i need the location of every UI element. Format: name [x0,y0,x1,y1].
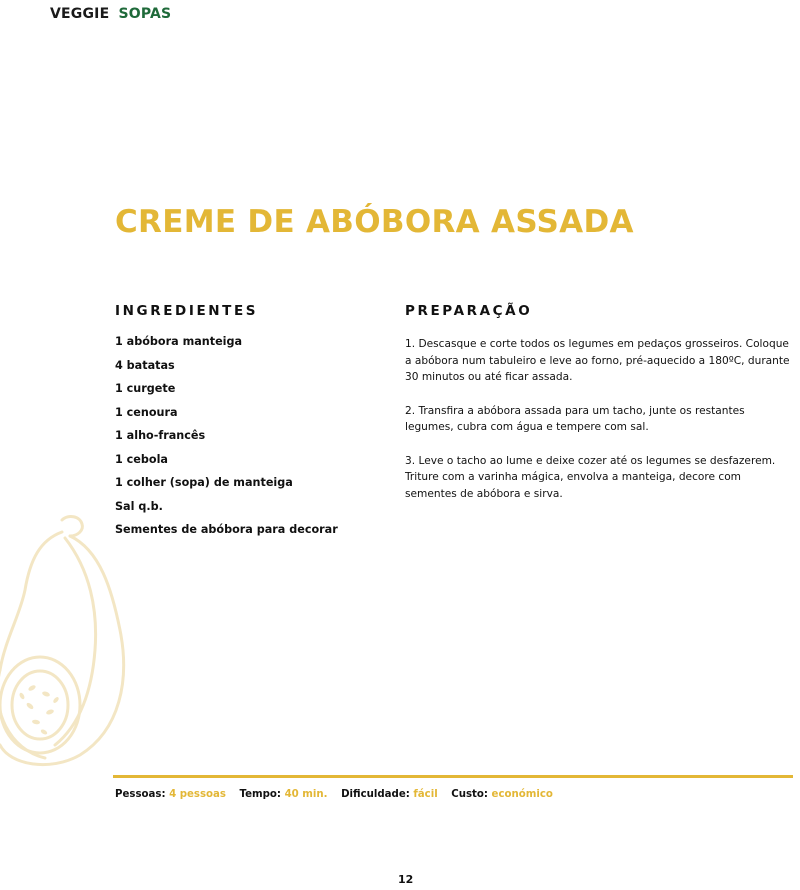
section-label: SOPAS [118,6,172,22]
ingredient-item: Sementes de abóbora para decorar [115,523,338,536]
meta-difficulty-value: fácil [413,789,438,800]
ingredient-item: 1 cebola [115,452,168,466]
ingredient-item: 1 alho-francês [115,429,206,442]
page-header [50,6,171,22]
footer-divider [113,775,793,778]
page-number: 12 [398,873,414,886]
meta-time-value: 40 min. [284,789,328,800]
ingredient-item: 1 curgete [115,382,176,395]
butternut-squash-icon [0,510,150,770]
recipe-title: CREME DE ABÓBORA ASSADA [115,204,634,240]
meta-people [115,789,230,800]
meta-time [240,789,332,800]
meta-cost-value: económico [491,789,553,800]
ingredient-item: 1 colher (sopa) de manteiga [115,476,293,489]
ingredients-heading: INGREDIENTES [115,303,259,319]
meta-difficulty-label: Dificuldade: [341,789,410,800]
meta-time-label: Tempo: [239,789,282,800]
preparation-step: 2. Transfira a abóbora assada para um tacho, junte os restantes legumes, cubra com água e tempere com sal. [405,404,745,434]
preparation-step: 1. Descasque e corte todos os legumes em pedaços grosseiros. Coloque a abóbora num tabuleiro e leve ao forno, pré-aquecido a 180ºC, durante 30 minutos ou até ficar assada. [405,338,790,384]
ingredient-item: 4 batatas [115,358,175,372]
preparation-heading: PREPARAÇÃO [405,303,533,319]
ingredient-item: 1 cenoura [115,405,178,419]
meta-cost [451,789,553,800]
meta-cost-label: Custo: [451,789,488,800]
ingredient-item: Sal q.b. [115,499,163,513]
ingredient-item: 1 abóbora manteiga [115,335,243,348]
preparation-step: 3. Leve o tacho ao lume e deixe cozer até os legumes se desfazerem. Triture com a varinha mágica, envolva a manteiga, decore com sementes de abóbora e sirva. [405,454,776,500]
meta-difficulty [341,789,441,800]
brand-label: VEGGIE [50,6,110,22]
ingredients-list [115,334,338,546]
recipe-meta [115,789,563,800]
preparation-steps [405,336,790,519]
meta-people-value: 4 pessoas [169,789,226,800]
meta-people-label: Pessoas: [115,789,166,800]
